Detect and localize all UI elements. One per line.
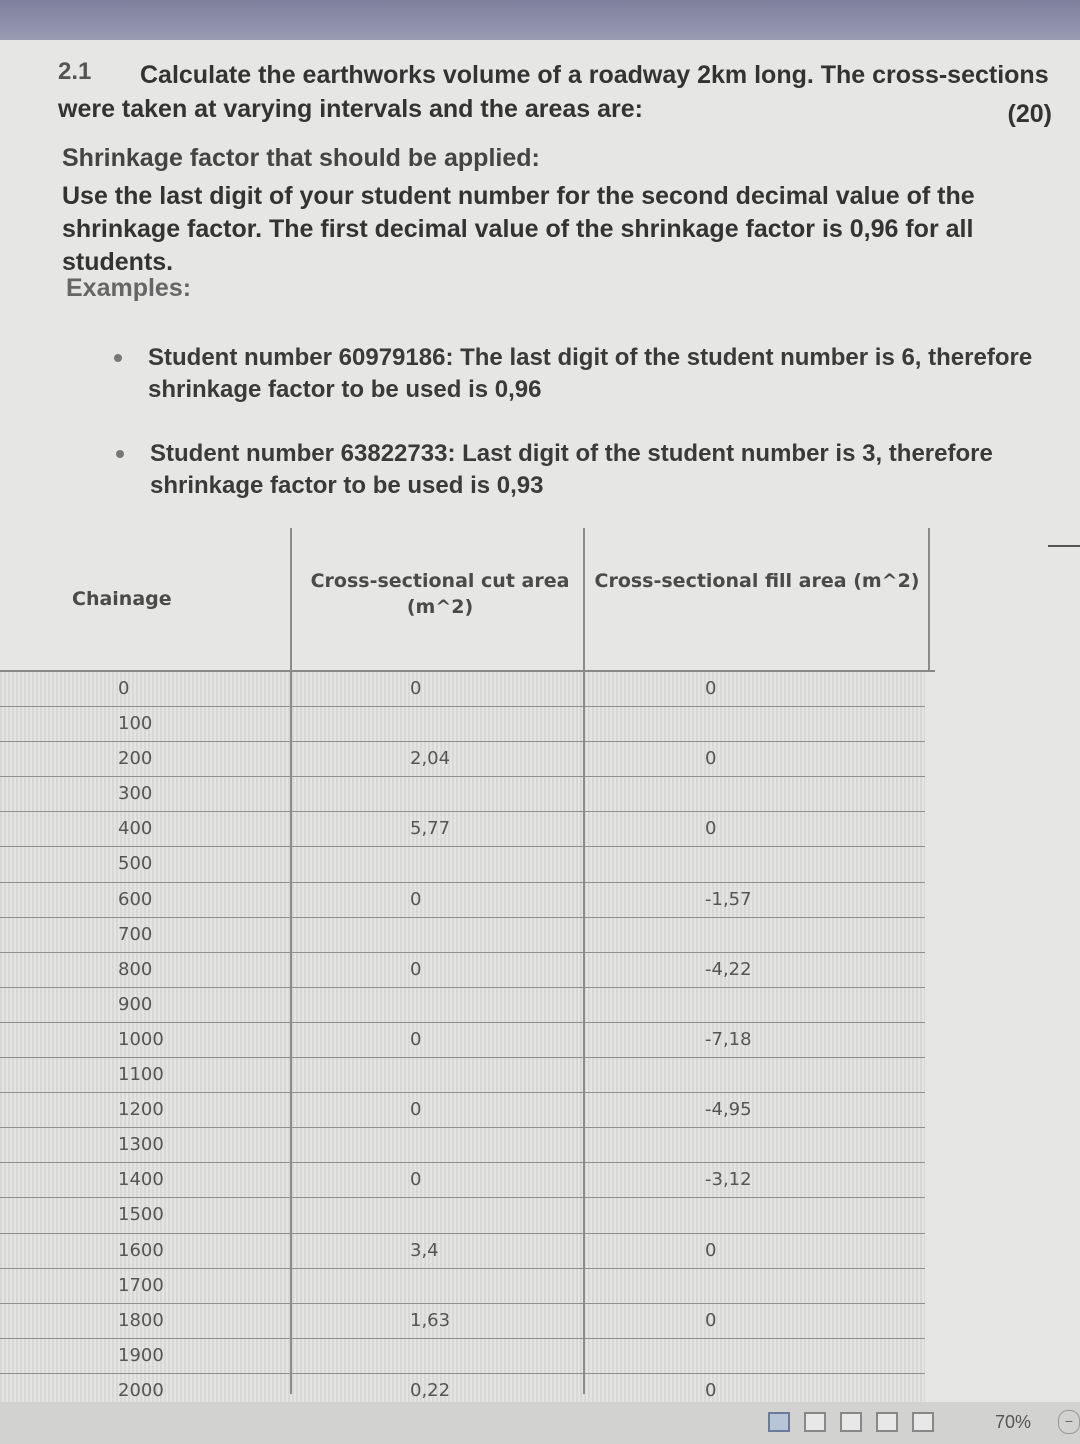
- draft-icon[interactable]: [912, 1412, 934, 1432]
- example-text: Student number 63822733: Last digit of the student number is 3, therefore shrinkage factor to be used is 0,93: [150, 440, 993, 499]
- fill-area-cell: 0: [705, 818, 717, 840]
- bullet-icon: [114, 354, 122, 362]
- column-divider: [290, 528, 292, 1394]
- chainage-cell: 1400: [118, 1169, 164, 1191]
- table-row: [0, 1339, 925, 1374]
- header-cut-area: Cross-sectional cut area (m^2): [310, 570, 570, 618]
- table-header: [0, 528, 935, 672]
- cut-area-cell: 0: [410, 958, 422, 980]
- example-bullet: [148, 342, 1068, 406]
- shrinkage-heading: Shrinkage factor that should be applied:: [62, 144, 540, 172]
- chainage-cell: 500: [118, 853, 153, 875]
- chainage-cell: 2000: [118, 1379, 164, 1401]
- table-body: [0, 672, 925, 1409]
- fill-area-cell: -7,18: [705, 1028, 752, 1050]
- example-bullet: [150, 438, 1070, 502]
- column-divider: [583, 528, 585, 1394]
- question-marks: (20): [1007, 100, 1052, 128]
- chainage-cell: 300: [118, 783, 153, 805]
- chainage-cell: 900: [118, 993, 153, 1015]
- table-row: [0, 707, 925, 742]
- shrinkage-instructions: Use the last digit of your student number for the second decimal value of the shrinkage factor. The first decimal value of the shrinkage factor is 0,96 for all students.: [62, 182, 975, 276]
- cut-area-cell: 2,04: [410, 748, 451, 770]
- fill-area-cell: 0: [705, 748, 717, 770]
- examples-label: Examples:: [66, 274, 192, 302]
- chainage-cell: 400: [118, 818, 153, 840]
- table-row: [0, 953, 925, 988]
- table-row: [0, 1304, 925, 1339]
- table-row: [0, 812, 925, 847]
- chainage-cell: 800: [118, 958, 153, 980]
- web-layout-icon[interactable]: [840, 1412, 862, 1432]
- window-top-strip: [0, 0, 1080, 40]
- print-layout-icon[interactable]: [768, 1412, 790, 1432]
- table-row: [0, 1234, 925, 1269]
- table-row: [0, 1269, 925, 1304]
- chainage-cell: 600: [118, 888, 153, 910]
- header-fill-area: Cross-sectional fill area (m^2): [594, 570, 920, 592]
- cut-area-cell: 0: [410, 1169, 422, 1191]
- chainage-cell: 1600: [118, 1239, 164, 1261]
- zoom-out-button[interactable]: −: [1058, 1410, 1080, 1434]
- fill-area-cell: -3,12: [705, 1169, 752, 1191]
- cut-area-cell: 0: [410, 1099, 422, 1121]
- column-divider: [928, 528, 930, 670]
- fill-area-cell: 0: [705, 1309, 717, 1331]
- cross-section-table: [0, 528, 935, 1401]
- table-row: [0, 742, 925, 777]
- chainage-cell: 1700: [118, 1274, 164, 1296]
- chainage-cell: 200: [118, 748, 153, 770]
- chainage-cell: 1200: [118, 1099, 164, 1121]
- cut-area-cell: 0,22: [410, 1379, 451, 1401]
- table-row: [0, 1198, 925, 1233]
- cut-area-cell: 5,77: [410, 818, 451, 840]
- fill-area-cell: -4,22: [705, 958, 752, 980]
- table-row: [0, 1023, 925, 1058]
- zoom-level[interactable]: 70%: [995, 1412, 1032, 1432]
- view-buttons: [768, 1412, 934, 1432]
- margin-rule: [1048, 545, 1080, 547]
- status-bar: [0, 1402, 1080, 1444]
- full-screen-reading-icon[interactable]: [804, 1412, 826, 1432]
- table-row: [0, 847, 925, 882]
- table-row: [0, 1093, 925, 1128]
- table-row: [0, 918, 925, 953]
- chainage-cell: 1100: [118, 1064, 164, 1086]
- table-row: [0, 883, 925, 918]
- cut-area-cell: 0: [410, 888, 422, 910]
- document-page: [0, 40, 1080, 1402]
- bullet-icon: [116, 450, 124, 458]
- outline-icon[interactable]: [876, 1412, 898, 1432]
- table-row: [0, 1163, 925, 1198]
- table-row: [0, 777, 925, 812]
- table-row: [0, 1128, 925, 1163]
- cut-area-cell: 0: [410, 1028, 422, 1050]
- fill-area-cell: 0: [705, 1239, 717, 1261]
- fill-area-cell: 0: [705, 1379, 717, 1401]
- fill-area-cell: 0: [705, 678, 717, 699]
- chainage-cell: 0: [118, 678, 130, 699]
- fill-area-cell: -1,57: [705, 888, 752, 910]
- chainage-cell: 1000: [118, 1028, 164, 1050]
- cut-area-cell: 3,4: [410, 1239, 439, 1261]
- header-chainage: Chainage: [72, 588, 172, 610]
- chainage-cell: 1900: [118, 1344, 164, 1366]
- example-text: Student number 60979186: The last digit of the student number is 6, therefore shrinkage factor to be used is 0,96: [148, 344, 1033, 403]
- chainage-cell: 1800: [118, 1309, 164, 1331]
- table-row: [0, 672, 925, 707]
- chainage-cell: 1500: [118, 1204, 164, 1226]
- cut-area-cell: 0: [410, 678, 422, 699]
- cut-area-cell: 1,63: [410, 1309, 451, 1331]
- chainage-cell: 100: [118, 713, 153, 735]
- fill-area-cell: -4,95: [705, 1099, 752, 1121]
- table-row: [0, 1058, 925, 1093]
- chainage-cell: 700: [118, 923, 153, 945]
- table-row: [0, 988, 925, 1023]
- question-number: 2.1: [58, 58, 92, 85]
- chainage-cell: 1300: [118, 1134, 164, 1156]
- question-text: Calculate the earthworks volume of a roadway 2km long. The cross-sections were taken at varying intervals and the areas are:: [58, 61, 1049, 123]
